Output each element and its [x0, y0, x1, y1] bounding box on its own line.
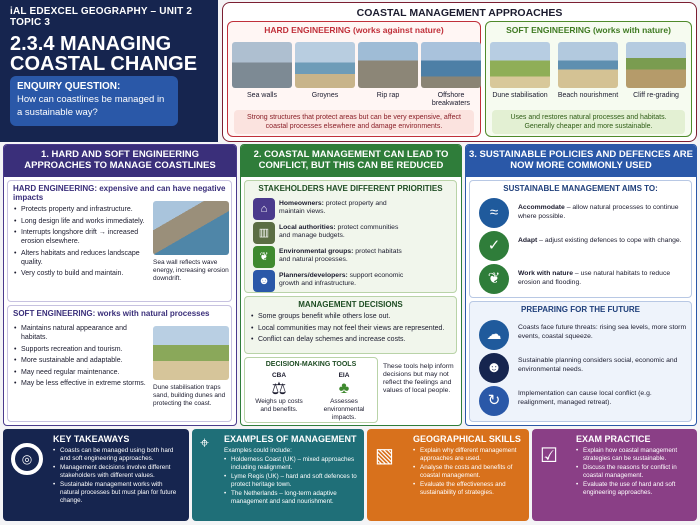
examples-title: EXAMPLES OF MANAGEMENT — [224, 434, 357, 444]
exam-practice-list — [576, 447, 691, 497]
hard-engineering-box — [227, 21, 481, 137]
cliff-regrading-photo — [626, 42, 686, 88]
stakeholder-name: Planners/developers: — [279, 272, 348, 279]
wave-icon: ≈ — [479, 198, 509, 228]
list-item: • Some groups benefit while others lose out. — [251, 312, 456, 321]
list-item: • Interrupts longshore drift → increased erosion elsewhere. — [14, 228, 146, 246]
stakeholder-text: support economic growth and infrastructure. — [279, 272, 404, 287]
aim-accommodate — [518, 204, 688, 221]
list-item: • Protects property and infrastructure. — [14, 205, 146, 214]
soft-engineering-note: Uses and restores natural processes and habitats. Generally cheaper and more sustainable. — [492, 110, 685, 134]
sea-wall-image — [153, 201, 229, 255]
hard-engineering-title: HARD ENGINEERING (works against nature) — [264, 25, 444, 35]
stakeholder-text: protect habitats and natural processes. — [279, 248, 402, 263]
beach-nourishment-label: Beach nourishment — [557, 92, 619, 99]
list-item: • Conflict can delay schemes and increase costs. — [251, 335, 456, 344]
list-item: • Evaluate the effectiveness and sustainability of strategies. — [413, 481, 523, 496]
leaf-icon: ❦ — [253, 246, 275, 268]
aim-text: – allow natural processes to continue where possible. — [518, 204, 679, 220]
sea-wall-caption: Sea wall reflects wave energy, increasing erosion downdrift. — [153, 259, 229, 282]
tools-note: These tools help inform decisions but may not reflect the feelings and values of local people. — [383, 363, 454, 394]
aims-section — [469, 180, 692, 298]
leaf-icon: ❦ — [479, 264, 509, 294]
title-line-1: 2.3.4 MANAGING — [10, 33, 172, 55]
breakwater-photo — [421, 42, 481, 88]
home-icon: ⌂ — [253, 198, 275, 220]
future-title: PREPARING FOR THE FUTURE — [521, 305, 640, 314]
groynes-label: Groynes — [311, 92, 339, 99]
aim-name: Accommodate — [518, 204, 565, 211]
header-panel — [0, 0, 218, 142]
cliff-regrading-label: Cliff re-grading — [633, 92, 679, 99]
column3-heading: 3. SUSTAINABLE POLICIES AND DEFENCES ARE NOW MORE COMMONLY USED — [466, 145, 696, 177]
aim-adapt — [518, 237, 688, 246]
list-item: • Evaluate the use of hard and soft engineering approaches. — [576, 481, 691, 496]
column2-heading: 2. COASTAL MANAGEMENT CAN LEAD TO CONFLICT, BUT THIS CAN BE REDUCED — [241, 145, 461, 177]
list-item: • The Netherlands – long-term adaptive management and sand nourishment. — [224, 490, 358, 505]
page-title — [10, 34, 208, 74]
column1-heading: 1. HARD AND SOFT ENGINEERING APPROACHES TO MANAGE COASTLINES — [4, 145, 236, 177]
cba-label: CBA — [271, 372, 287, 379]
eia-label: EIA — [338, 372, 350, 379]
rip-rap-photo — [358, 42, 418, 88]
list-item: • Discuss the reasons for conflict in coastal management. — [576, 464, 691, 479]
list-item: • Analyse the costs and benefits of coastal management. — [413, 464, 523, 479]
stakeholder-local-authorities — [279, 224, 405, 240]
breakwaters-label: Offshore breakwaters — [431, 92, 471, 107]
approaches-title: COASTAL MANAGEMENT APPROACHES — [356, 7, 563, 19]
list-item: • May need regular maintenance. — [14, 368, 146, 377]
dune-caption: Dune stabilisation traps sand, building dunes and protecting the coast. — [153, 384, 226, 407]
hard-points-list — [8, 205, 146, 278]
storm-cloud-icon: ☁ — [479, 320, 509, 350]
sea-wall-photo — [232, 42, 292, 88]
list-item: • Maintains natural appearance and habitats. — [14, 324, 146, 342]
column-hard-soft — [3, 144, 237, 426]
hard-engineering-section — [7, 180, 232, 302]
examples-intro: Examples could include: — [224, 447, 292, 454]
eia-text: Assesses environmental impacts. — [323, 398, 365, 421]
examples-list — [224, 456, 358, 506]
map-pin-icon: ⌖ — [200, 435, 210, 452]
check-icon: ✓ — [479, 231, 509, 261]
dune-label: Dune stabilisation — [492, 92, 548, 99]
list-item: • May be less effective in extreme storms. — [14, 379, 146, 388]
column-conflict — [240, 144, 462, 426]
key-takeaways-list — [53, 447, 183, 504]
beach-nourishment-photo — [558, 42, 618, 88]
hard-section-title: HARD ENGINEERING: expensive and can have negative impacts — [13, 184, 226, 202]
list-item: • Lyme Regis (UK) – hard and soft defences to protect heritage town. — [224, 473, 358, 488]
list-item: • Supports recreation and tourism. — [14, 345, 146, 354]
stakeholder-environmental — [279, 248, 407, 264]
groynes-photo — [295, 42, 355, 88]
stakeholder-name: Local authorities: — [279, 224, 336, 231]
target-icon: ◎ — [11, 443, 43, 475]
stakeholder-text: protect property and maintain views. — [279, 200, 387, 215]
sea-walls-label: Sea walls — [247, 92, 277, 99]
future-section — [469, 301, 692, 422]
future-point: Implementation can cause local conflict (e.g. realignment, managed retreat). — [518, 390, 652, 406]
list-item: • Explain why different management approaches are used. — [413, 447, 523, 462]
eia-tool — [313, 372, 375, 422]
aim-text: – adjust existing defences to cope with change. — [537, 237, 682, 244]
skills-list — [413, 447, 523, 497]
tree-icon: ♣ — [338, 380, 350, 397]
cycle-icon: ↻ — [479, 386, 509, 416]
dune-photo — [490, 42, 550, 88]
soft-section-title: SOFT ENGINEERING: works with natural processes — [13, 309, 210, 318]
list-item: • Coasts can be managed using both hard and soft engineering approaches. — [53, 447, 183, 462]
checklist-icon: ☑ — [540, 445, 558, 467]
column-sustainable — [465, 144, 697, 426]
stakeholders-section — [244, 180, 457, 293]
soft-engineering-title: SOFT ENGINEERING (works with nature) — [506, 25, 671, 35]
decisions-list — [245, 312, 456, 344]
stakeholder-text: protect communities and manage budgets. — [279, 224, 399, 239]
aims-title: SUSTAINABLE MANAGEMENT AIMS TO: — [503, 184, 658, 193]
dune-image — [153, 326, 229, 380]
list-item: • Long design life and works immediately. — [14, 217, 146, 226]
list-item: • Explain how coastal management strategies can be sustainable. — [576, 447, 691, 462]
aim-name: Adapt — [518, 237, 538, 244]
list-item: • Local communities may not feel their views are represented. — [251, 324, 456, 333]
aim-nature — [518, 270, 688, 287]
town-hall-icon: ▥ — [253, 222, 275, 244]
enquiry-label: ENQUIRY QUESTION: — [17, 81, 121, 92]
soft-engineering-box — [485, 21, 692, 137]
hard-engineering-note: Strong structures that protect areas but can be very expensive, affect coastal processes elsewhere and damage environments. — [234, 110, 474, 134]
tools-section — [244, 357, 378, 423]
stakeholders-title: STAKEHOLDERS HAVE DIFFERENT PRIORITIES — [258, 184, 443, 193]
person-icon: ☻ — [253, 270, 275, 292]
cba-tool — [249, 372, 309, 414]
title-line-2: COASTAL CHANGE — [10, 53, 198, 75]
aim-text: – use natural habitats to reduce erosion and flooding. — [518, 270, 671, 286]
list-item: • More sustainable and adaptable. — [14, 356, 146, 365]
stakeholder-planners — [279, 272, 407, 288]
examples-panel — [192, 429, 364, 521]
approaches-panel — [222, 2, 697, 142]
stakeholder-name: Environmental groups: — [279, 248, 354, 255]
decisions-title: MANAGEMENT DECISIONS — [298, 300, 403, 309]
map-icon: ▧ — [375, 445, 394, 467]
scales-icon: ⚖ — [271, 379, 287, 398]
skills-panel — [367, 429, 529, 521]
skills-title: GEOGRAPHICAL SKILLS — [413, 434, 521, 444]
decisions-section — [244, 296, 457, 354]
list-item: • Management decisions involve different stakeholders with different values. — [53, 464, 183, 479]
soft-engineering-section — [7, 305, 232, 422]
tools-title: DECISION-MAKING TOOLS — [265, 361, 357, 368]
people-icon: ☻ — [479, 353, 509, 383]
header-subtitle: iAL EDEXCEL GEOGRAPHY – UNIT 2 TOPIC 3 — [10, 6, 193, 28]
list-item: • Alters habitats and reduces landscape quality. — [14, 249, 146, 267]
enquiry-text: How can coastlines be managed in a sustainable way? — [17, 94, 165, 118]
enquiry-question-box — [10, 76, 178, 126]
cba-text: Weighs up costs and benefits. — [255, 398, 303, 413]
exam-practice-panel — [532, 429, 697, 521]
future-point: Sustainable planning considers social, economic and environmental needs. — [518, 357, 678, 373]
stakeholder-homeowners — [279, 200, 399, 216]
list-item: • Very costly to build and maintain. — [14, 269, 146, 278]
future-point: Coasts face future threats: rising sea levels, more storm events, coastal squeeze. — [518, 324, 687, 340]
soft-points-list — [8, 324, 146, 388]
list-item: • Holderness Coast (UK) – mixed approaches including realignment. — [224, 456, 358, 471]
aim-name: Work with nature — [518, 270, 574, 277]
list-item: • Sustainable management works with natural processes but must plan for future change. — [53, 481, 183, 504]
stakeholder-name: Homeowners: — [279, 200, 324, 207]
key-takeaways-title: KEY TAKEAWAYS — [53, 434, 130, 444]
exam-practice-title: EXAM PRACTICE — [576, 434, 651, 444]
key-takeaways-panel — [3, 429, 189, 521]
rip-rap-label: Rip rap — [376, 92, 400, 99]
